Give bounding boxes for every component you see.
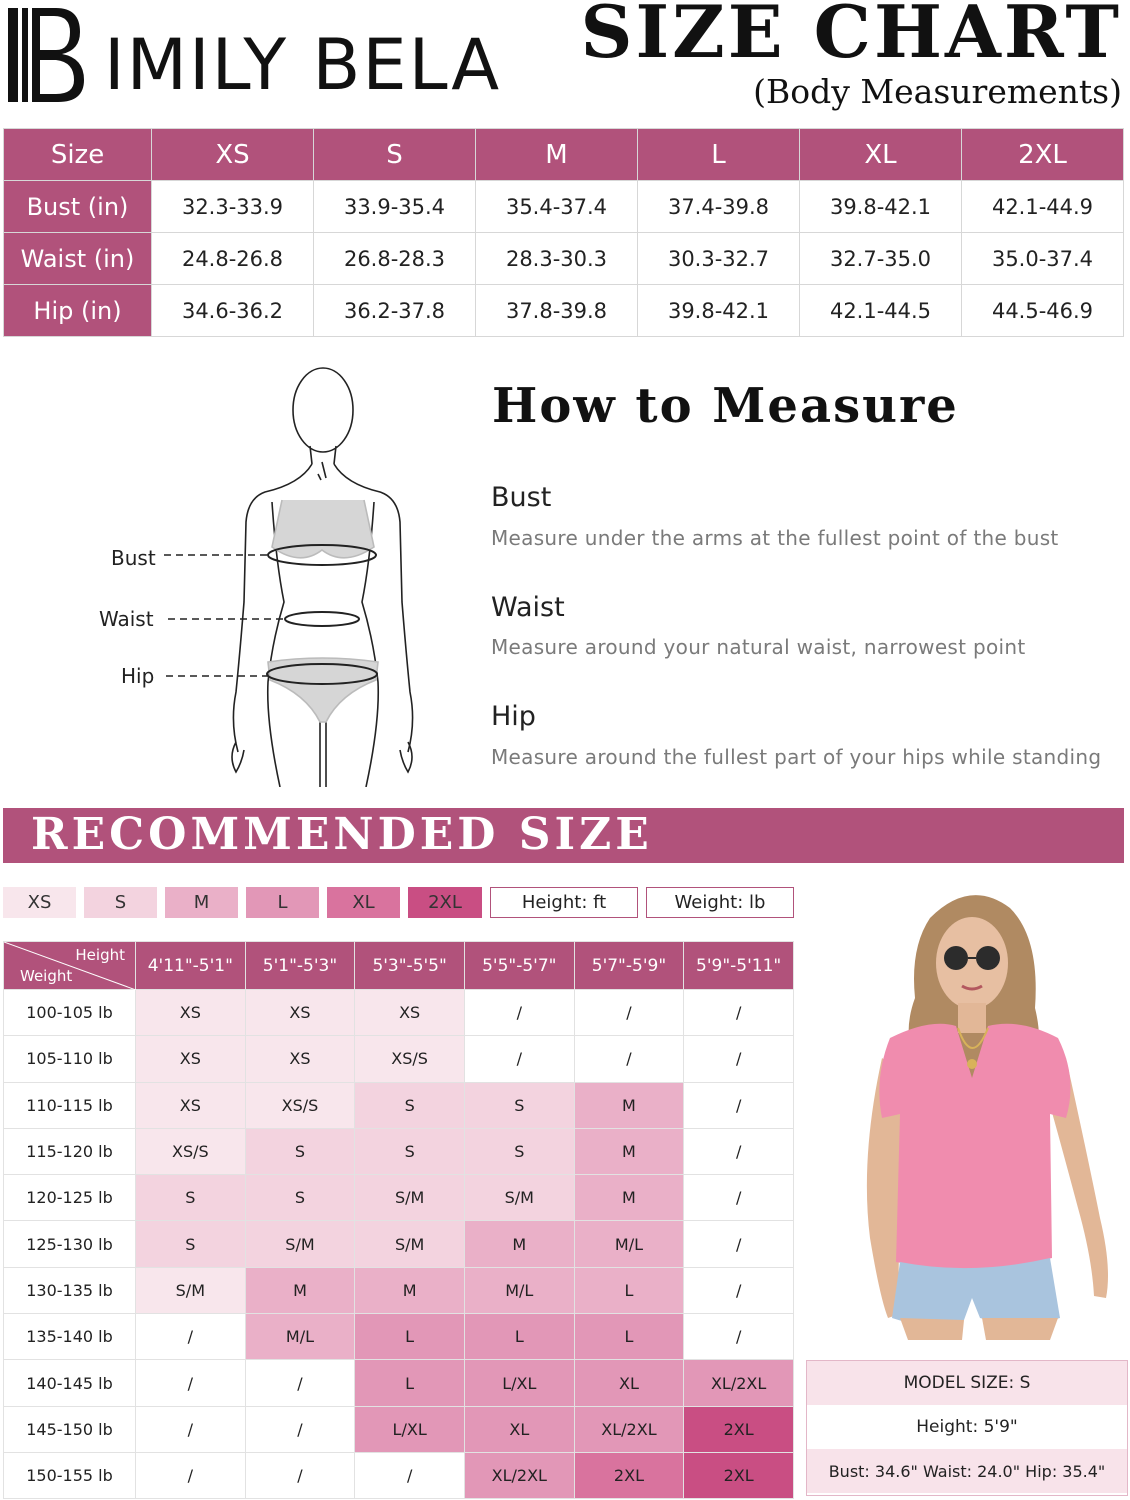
- recommended-size-cell: 2XL: [684, 1406, 794, 1452]
- recommended-size-cell: M/L: [245, 1314, 355, 1360]
- bust-row: [4, 181, 1124, 233]
- recommended-size-cell: S: [136, 1221, 246, 1267]
- figure-label-bust: Bust: [111, 546, 156, 570]
- recommended-size-cell: /: [136, 1406, 246, 1452]
- measurement-cell: 24.8-26.8: [152, 233, 314, 285]
- body-measurement-table: [3, 128, 1124, 337]
- model-measurements: Bust: 34.6" Waist: 24.0" Hip: 35.4": [807, 1449, 1127, 1493]
- recommended-size-cell: M/L: [464, 1267, 574, 1313]
- measure-desc-bust: Measure under the arms at the fullest point of the bust: [491, 526, 1059, 550]
- size-header-cell: S: [314, 129, 476, 181]
- recommended-size-cell: XS/S: [136, 1128, 246, 1174]
- recommended-size-cell: /: [684, 990, 794, 1036]
- measurement-cell: 26.8-28.3: [314, 233, 476, 285]
- measurement-cell: 37.4-39.8: [638, 181, 800, 233]
- size-header-cell: Size: [4, 129, 152, 181]
- measurement-cell: 28.3-30.3: [476, 233, 638, 285]
- row-label: Hip (in): [4, 285, 152, 337]
- recommended-size-cell: XL/2XL: [574, 1406, 684, 1452]
- recommended-size-cell: L: [464, 1314, 574, 1360]
- recommended-size-cell: /: [464, 990, 574, 1036]
- height-header-cell: 5'3"-5'5": [355, 942, 465, 990]
- figure-label-waist: Waist: [99, 607, 154, 631]
- height-header-cell: 5'5"-5'7": [464, 942, 574, 990]
- recommended-size-cell: L/XL: [464, 1360, 574, 1406]
- body-figure-icon: [90, 362, 430, 787]
- measurement-cell: 30.3-32.7: [638, 233, 800, 285]
- recommended-size-cell: S: [245, 1175, 355, 1221]
- measure-desc-hip: Measure around the fullest part of your hips while standing: [491, 745, 1102, 769]
- weight-row: [4, 1452, 794, 1498]
- recommended-size-cell: 2XL: [574, 1452, 684, 1498]
- recommended-size-cell: S/M: [136, 1267, 246, 1313]
- figure-label-hip: Hip: [121, 664, 155, 688]
- model-size: MODEL SIZE: S: [807, 1361, 1127, 1405]
- weight-row: [4, 1314, 794, 1360]
- legend-height-unit: Height: ft: [490, 887, 638, 918]
- recommended-size-cell: XS: [136, 990, 246, 1036]
- waist-row: [4, 233, 1124, 285]
- corner-height-label: Height: [75, 946, 125, 964]
- recommended-size-cell: XL: [464, 1406, 574, 1452]
- recommended-size-cell: M: [464, 1221, 574, 1267]
- weight-row: [4, 1406, 794, 1452]
- recommended-size-cell: S/M: [245, 1221, 355, 1267]
- weight-row: [4, 990, 794, 1036]
- weight-row: [4, 1175, 794, 1221]
- recommended-size-cell: 2XL: [684, 1452, 794, 1498]
- recommended-size-cell: S: [464, 1082, 574, 1128]
- recommended-size-cell: /: [574, 1036, 684, 1082]
- recommended-size-cell: /: [574, 990, 684, 1036]
- recommended-size-cell: M: [245, 1267, 355, 1313]
- legend-chip-s: S: [84, 887, 157, 918]
- weight-row: [4, 1082, 794, 1128]
- model-size-card: [806, 1360, 1128, 1496]
- weight-row: [4, 1360, 794, 1406]
- recommended-size-cell: L/XL: [355, 1406, 465, 1452]
- recommended-size-cell: S: [136, 1175, 246, 1221]
- recommended-size-cell: /: [684, 1314, 794, 1360]
- recommended-size-cell: S: [355, 1082, 465, 1128]
- recommended-size-cell: XL: [574, 1360, 684, 1406]
- recommended-size-cell: /: [136, 1360, 246, 1406]
- measurement-cell: 37.8-39.8: [476, 285, 638, 337]
- recommended-size-cell: L: [355, 1360, 465, 1406]
- height-header-cell: 4'11"-5'1": [136, 942, 246, 990]
- height-header-cell: 5'7"-5'9": [574, 942, 684, 990]
- weight-label: 140-145 lb: [4, 1360, 136, 1406]
- weight-label: 100-105 lb: [4, 990, 136, 1036]
- weight-label: 105-110 lb: [4, 1036, 136, 1082]
- recommended-size-title: RECOMMENDED SIZE: [31, 809, 653, 860]
- brand-name: IMILY BELA: [104, 24, 502, 106]
- recommended-size-cell: /: [245, 1452, 355, 1498]
- recommended-size-cell: XL/2XL: [464, 1452, 574, 1498]
- recommended-size-cell: S/M: [355, 1175, 465, 1221]
- recommended-size-cell: L: [574, 1314, 684, 1360]
- size-header-cell: M: [476, 129, 638, 181]
- legend-chip-l: L: [246, 887, 319, 918]
- recommended-size-cell: S/M: [464, 1175, 574, 1221]
- recommended-size-banner: [3, 808, 1124, 863]
- row-label: Bust (in): [4, 181, 152, 233]
- recommended-size-cell: L: [355, 1314, 465, 1360]
- weight-label: 120-125 lb: [4, 1175, 136, 1221]
- size-header-cell: XL: [800, 129, 962, 181]
- weight-label: 150-155 lb: [4, 1452, 136, 1498]
- measurement-cell: 36.2-37.8: [314, 285, 476, 337]
- recommended-size-cell: L: [574, 1267, 684, 1313]
- recommended-size-cell: XS/S: [355, 1036, 465, 1082]
- measurement-cell: 34.6-36.2: [152, 285, 314, 337]
- recommended-size-cell: M: [574, 1082, 684, 1128]
- recommended-size-cell: /: [355, 1452, 465, 1498]
- size-header-cell: L: [638, 129, 800, 181]
- recommended-size-cell: /: [136, 1314, 246, 1360]
- weight-row: [4, 1221, 794, 1267]
- size-chart-title: SIZE CHART: [580, 0, 1122, 74]
- weight-row: [4, 1036, 794, 1082]
- height-header-cell: 5'9"-5'11": [684, 942, 794, 990]
- size-header-row: [4, 129, 1124, 181]
- measure-desc-waist: Measure around your natural waist, narrowest point: [491, 635, 1026, 659]
- measure-name-bust: Bust: [491, 482, 552, 513]
- how-to-measure-title: How to Measure: [492, 378, 959, 434]
- recommended-size-cell: XS: [355, 990, 465, 1036]
- size-chart-subtitle: (Body Measurements): [753, 72, 1122, 111]
- legend-chip-m: M: [165, 887, 238, 918]
- measurement-cell: 42.1-44.9: [962, 181, 1124, 233]
- recommended-size-table: [3, 941, 794, 1499]
- weight-label: 110-115 lb: [4, 1082, 136, 1128]
- weight-label: 115-120 lb: [4, 1128, 136, 1174]
- weight-label: 130-135 lb: [4, 1267, 136, 1313]
- brand-logo-icon: [4, 2, 86, 108]
- weight-label: 145-150 lb: [4, 1406, 136, 1452]
- recommended-size-cell: XS: [136, 1082, 246, 1128]
- measurement-cell: 44.5-46.9: [962, 285, 1124, 337]
- recommended-size-cell: S/M: [355, 1221, 465, 1267]
- legend-weight-unit: Weight: lb: [646, 887, 794, 918]
- recommended-size-cell: XL/2XL: [684, 1360, 794, 1406]
- legend-chip-2xl: 2XL: [408, 887, 482, 918]
- recommended-size-cell: /: [464, 1036, 574, 1082]
- size-header-cell: 2XL: [962, 129, 1124, 181]
- recommended-size-cell: S: [464, 1128, 574, 1174]
- recommended-size-cell: M/L: [574, 1221, 684, 1267]
- measurement-cell: 32.3-33.9: [152, 181, 314, 233]
- recommended-size-cell: /: [684, 1267, 794, 1313]
- measurement-cell: 39.8-42.1: [638, 285, 800, 337]
- measurement-cell: 33.9-35.4: [314, 181, 476, 233]
- weight-row: [4, 1267, 794, 1313]
- legend-chip-xs: XS: [3, 887, 76, 918]
- recommended-size-cell: /: [684, 1175, 794, 1221]
- model-photo-icon: [830, 878, 1120, 1340]
- recommended-size-cell: M: [355, 1267, 465, 1313]
- size-header-cell: XS: [152, 129, 314, 181]
- weight-label: 135-140 lb: [4, 1314, 136, 1360]
- measurement-cell: 42.1-44.5: [800, 285, 962, 337]
- recommended-size-cell: /: [684, 1082, 794, 1128]
- measurement-cell: 32.7-35.0: [800, 233, 962, 285]
- height-header-row: [4, 942, 794, 990]
- weight-label: 125-130 lb: [4, 1221, 136, 1267]
- recommended-size-cell: /: [245, 1360, 355, 1406]
- recommended-size-cell: M: [574, 1128, 684, 1174]
- model-height: Height: 5'9": [916, 1417, 1018, 1437]
- recommended-size-cell: XS: [136, 1036, 246, 1082]
- measurement-cell: 35.4-37.4: [476, 181, 638, 233]
- table-corner: [4, 942, 136, 990]
- hip-row: [4, 285, 1124, 337]
- recommended-size-cell: S: [245, 1128, 355, 1174]
- recommended-size-cell: /: [684, 1128, 794, 1174]
- recommended-size-cell: /: [684, 1036, 794, 1082]
- recommended-size-cell: XS: [245, 990, 355, 1036]
- recommended-size-cell: /: [245, 1406, 355, 1452]
- corner-weight-label: Weight: [20, 967, 73, 985]
- height-header-cell: 5'1"-5'3": [245, 942, 355, 990]
- legend-chip-xl: XL: [327, 887, 400, 918]
- recommended-size-cell: M: [574, 1175, 684, 1221]
- recommended-size-cell: /: [684, 1221, 794, 1267]
- recommended-size-cell: XS: [245, 1036, 355, 1082]
- measurement-cell: 35.0-37.4: [962, 233, 1124, 285]
- recommended-size-cell: S: [355, 1128, 465, 1174]
- row-label: Waist (in): [4, 233, 152, 285]
- measure-name-waist: Waist: [491, 592, 565, 623]
- measure-name-hip: Hip: [491, 701, 536, 732]
- weight-row: [4, 1128, 794, 1174]
- measurement-cell: 39.8-42.1: [800, 181, 962, 233]
- recommended-size-cell: /: [136, 1452, 246, 1498]
- recommended-size-cell: XS/S: [245, 1082, 355, 1128]
